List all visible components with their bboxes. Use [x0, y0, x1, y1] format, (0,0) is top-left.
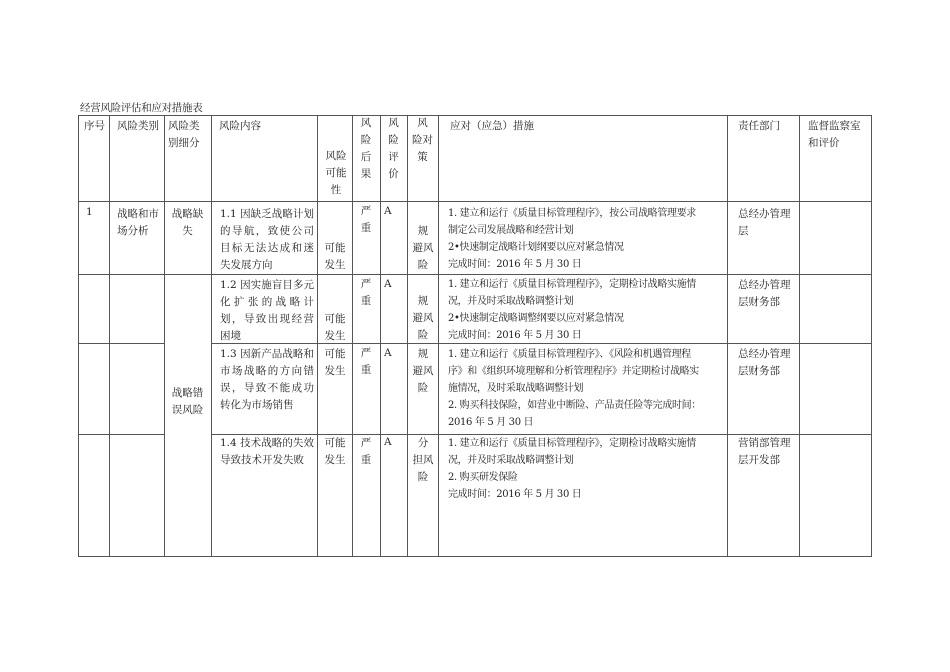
row-dept-line: 层开发部	[738, 454, 780, 466]
row-likelihood-line: 发生	[324, 454, 346, 466]
row-content-line: 1.3 因新产品战略和	[220, 348, 314, 360]
row-content	[220, 206, 314, 274]
row-consequence-line: 严	[360, 205, 372, 217]
row-content-line: 1.1 因缺乏战略计划	[220, 208, 314, 220]
row-strategy-line: 规	[417, 225, 429, 237]
table-border-bottom	[78, 556, 872, 557]
row-likelihood	[319, 311, 351, 345]
row-subcategory-line: 战略错	[171, 387, 204, 399]
row-consequence-line: 严	[360, 347, 372, 359]
row-strategy-line: 分	[417, 437, 429, 449]
header-divider	[78, 201, 872, 202]
row-strategy-line: 避风	[412, 242, 434, 254]
row-dept	[738, 346, 798, 380]
row-divider	[164, 274, 211, 275]
row-likelihood-line: 可能	[324, 437, 346, 449]
header-evaluation-line: 风	[388, 117, 399, 129]
row-dept	[738, 206, 798, 240]
row-measures-line: 1. 建立和运行《质量目标管理程序》，定期检讨战略实施情	[448, 438, 696, 449]
risk-assessment-table	[78, 115, 872, 557]
row-content-line: 失发展方向	[220, 259, 273, 271]
row-likelihood	[319, 435, 351, 469]
row-strategy-line: 规	[417, 295, 429, 307]
header-supervision	[808, 118, 870, 152]
row-likelihood-line: 发生	[324, 259, 346, 271]
row-strategy-line: 险	[417, 329, 429, 341]
row-measures-line: 完成时间：2016 年 5 月 30 日	[448, 489, 582, 500]
column-divider	[317, 115, 318, 557]
row-measures-line: 况，并及时采取战略调整计划	[448, 296, 574, 307]
row-dept-line: 总经办管理	[738, 279, 791, 291]
header-dept: 责任部门	[738, 120, 780, 132]
header-likelihood-line: 风险	[325, 150, 347, 162]
row-divider	[211, 274, 872, 275]
column-divider	[799, 115, 800, 557]
row-content-line: 转化为市场销售	[220, 399, 294, 411]
row-dept-line: 总经办管理	[738, 348, 791, 360]
row-strategy	[409, 435, 437, 486]
row-category-line: 战略和市	[117, 208, 159, 220]
table-border-left	[78, 115, 79, 557]
row-category	[117, 206, 163, 240]
column-divider	[407, 115, 408, 557]
row-content-line: 市场战略的方向错	[220, 365, 314, 377]
table-border-top	[78, 115, 872, 116]
row-content	[220, 346, 314, 414]
column-divider	[438, 115, 439, 557]
header-supervision-line: 和评价	[808, 137, 840, 149]
column-divider	[109, 115, 110, 557]
header-likelihood-line: 可能	[325, 167, 347, 179]
header-measures: 应对（应急）措施	[450, 120, 534, 132]
row-likelihood-line: 可能	[324, 348, 346, 360]
header-subcategory-line: 风险类	[168, 120, 200, 132]
row-content-line: 导致技术开发失败	[220, 454, 304, 466]
header-subcategory-line: 别细分	[168, 137, 200, 149]
row-likelihood-line: 发生	[324, 365, 346, 377]
row-seq: 1	[86, 206, 93, 218]
column-divider	[211, 115, 212, 557]
row-divider	[78, 274, 164, 275]
row-strategy-line: 规	[417, 348, 429, 360]
row-strategy-line: 避风	[412, 365, 434, 377]
row-consequence-line: 重	[360, 295, 372, 307]
row-content	[220, 435, 314, 469]
row-consequence-line: 重	[360, 454, 372, 466]
row-likelihood	[319, 346, 351, 380]
row-subcategory-line: 失	[182, 225, 193, 237]
header-consequence-line: 险	[360, 134, 372, 146]
row-consequence	[354, 345, 378, 379]
row-measures-line: 2. 购买科技保险，如营业中断险、产品责任险等完成时间：	[448, 400, 701, 411]
row-consequence	[354, 435, 378, 469]
row-strategy-line: 险	[417, 471, 429, 483]
row-dept-line: 总经办管理	[738, 208, 791, 220]
row-measures-line: 完成时间：2016 年 5 月 30 日	[448, 259, 582, 270]
row-measures-line: 1. 建立和运行《质量目标管理程序》、《风险和机遇管理程	[448, 349, 691, 360]
row-content-line: 误，导致不能成功	[220, 382, 314, 394]
header-content: 风险内容	[219, 120, 261, 132]
row-measures	[448, 346, 725, 431]
header-consequence-line: 后	[360, 151, 372, 163]
header-evaluation	[381, 115, 406, 183]
row-likelihood-line: 可能	[324, 313, 346, 325]
row-dept-line: 层	[738, 225, 749, 237]
row-measures-line: 1. 建立和运行《质量目标管理程序》，按公司战略管理要求	[448, 208, 696, 219]
row-dept	[738, 277, 798, 311]
row-evaluation: A	[384, 347, 392, 359]
row-consequence-line: 严	[360, 278, 372, 290]
row-strategy-line: 避风	[412, 312, 434, 324]
row-measures	[448, 276, 725, 344]
row-likelihood	[319, 240, 351, 274]
row-strategy-line: 险	[417, 259, 429, 271]
header-consequence-line: 果	[360, 168, 372, 180]
row-divider	[78, 343, 164, 344]
row-consequence-line: 严	[360, 437, 372, 449]
header-supervision-line: 监督监察室	[808, 120, 861, 132]
row-content-line: 的导航，致使公司	[220, 225, 314, 237]
row-strategy	[409, 346, 437, 397]
header-strategy-line: 策	[417, 151, 428, 163]
row-strategy-line: 险	[417, 382, 429, 394]
row-content-line: 化扩张的战略计	[220, 296, 314, 308]
row-subcategory-line: 误风险	[171, 404, 204, 416]
row-dept-line: 营销部管理	[738, 437, 791, 449]
row-evaluation: A	[384, 436, 392, 448]
header-evaluation-line: 评	[388, 151, 399, 163]
row-dept	[738, 435, 798, 469]
row-likelihood-line: 可能	[324, 242, 346, 254]
row-measures-line: 2•快速制定战略计划纲要以应对紧急情况	[448, 242, 624, 253]
column-divider	[164, 115, 165, 557]
header-strategy	[408, 115, 437, 166]
row-strategy-line: 担风	[412, 454, 434, 466]
row-content	[220, 277, 314, 345]
row-consequence-line: 重	[360, 364, 372, 376]
row-evaluation: A	[384, 278, 392, 290]
row-evaluation: A	[384, 205, 392, 217]
row-content-line: 目标无法达成和迷	[220, 242, 314, 254]
row-dept-line: 层财务部	[738, 296, 780, 308]
row-measures-line: 序》和《组织环境理解和分析管理程序》并定期检讨战略实	[448, 366, 699, 377]
row-measures-line: 2•快速制定战略调整纲要以应对紧急情况	[448, 313, 624, 324]
row-measures-line: 2. 购买研发保险	[448, 472, 518, 483]
row-subcategory	[165, 385, 210, 419]
row-strategy	[409, 293, 437, 344]
header-subcategory	[168, 118, 210, 152]
header-evaluation-line: 险	[388, 134, 399, 146]
row-consequence	[354, 276, 378, 310]
header-category: 风险类别	[117, 120, 159, 132]
row-subcategory-line: 战略缺	[171, 208, 204, 220]
row-measures	[448, 205, 725, 273]
column-divider	[352, 115, 353, 557]
header-seq: 序号	[84, 120, 105, 132]
row-likelihood-line: 发生	[324, 330, 346, 342]
header-consequence	[354, 115, 378, 183]
row-measures-line: 完成时间：2016 年 5 月 30 日	[448, 330, 582, 341]
row-content-line: 1.4 技术战略的失效	[220, 437, 314, 449]
row-consequence-line: 重	[360, 222, 372, 234]
row-consequence	[354, 203, 378, 237]
header-evaluation-line: 价	[388, 168, 399, 180]
table-title: 经营风险评估和应对措施表	[80, 102, 203, 114]
row-dept-line: 层财务部	[738, 365, 780, 377]
header-likelihood	[321, 148, 351, 199]
header-strategy-line: 险对	[412, 134, 433, 146]
row-measures-line: 况，并及时采取战略调整计划	[448, 455, 574, 466]
row-measures-line: 施情况，及时采取战略调整计划	[448, 383, 584, 394]
header-likelihood-line: 性	[330, 184, 342, 196]
row-measures-line: 制定公司发展战略和经营计划	[448, 225, 574, 236]
row-strategy	[409, 223, 437, 274]
row-measures-line: 1. 建立和运行《质量目标管理程序》，定期检讨战略实施情	[448, 279, 696, 290]
row-category-line: 场分析	[117, 225, 149, 237]
column-divider	[727, 115, 728, 557]
row-divider	[78, 434, 164, 435]
row-content-line: 1.2 因实施盲目多元	[220, 279, 314, 291]
row-measures-line: 2016 年 5 月 30 日	[448, 417, 534, 428]
header-consequence-line: 风	[360, 117, 372, 129]
header-strategy-line: 风	[417, 117, 428, 129]
row-content-line: 困境	[220, 330, 241, 342]
row-measures	[448, 435, 725, 503]
row-content-line: 划，导致出现经营	[220, 313, 314, 325]
table-border-right	[871, 115, 872, 557]
row-subcategory	[165, 206, 210, 240]
